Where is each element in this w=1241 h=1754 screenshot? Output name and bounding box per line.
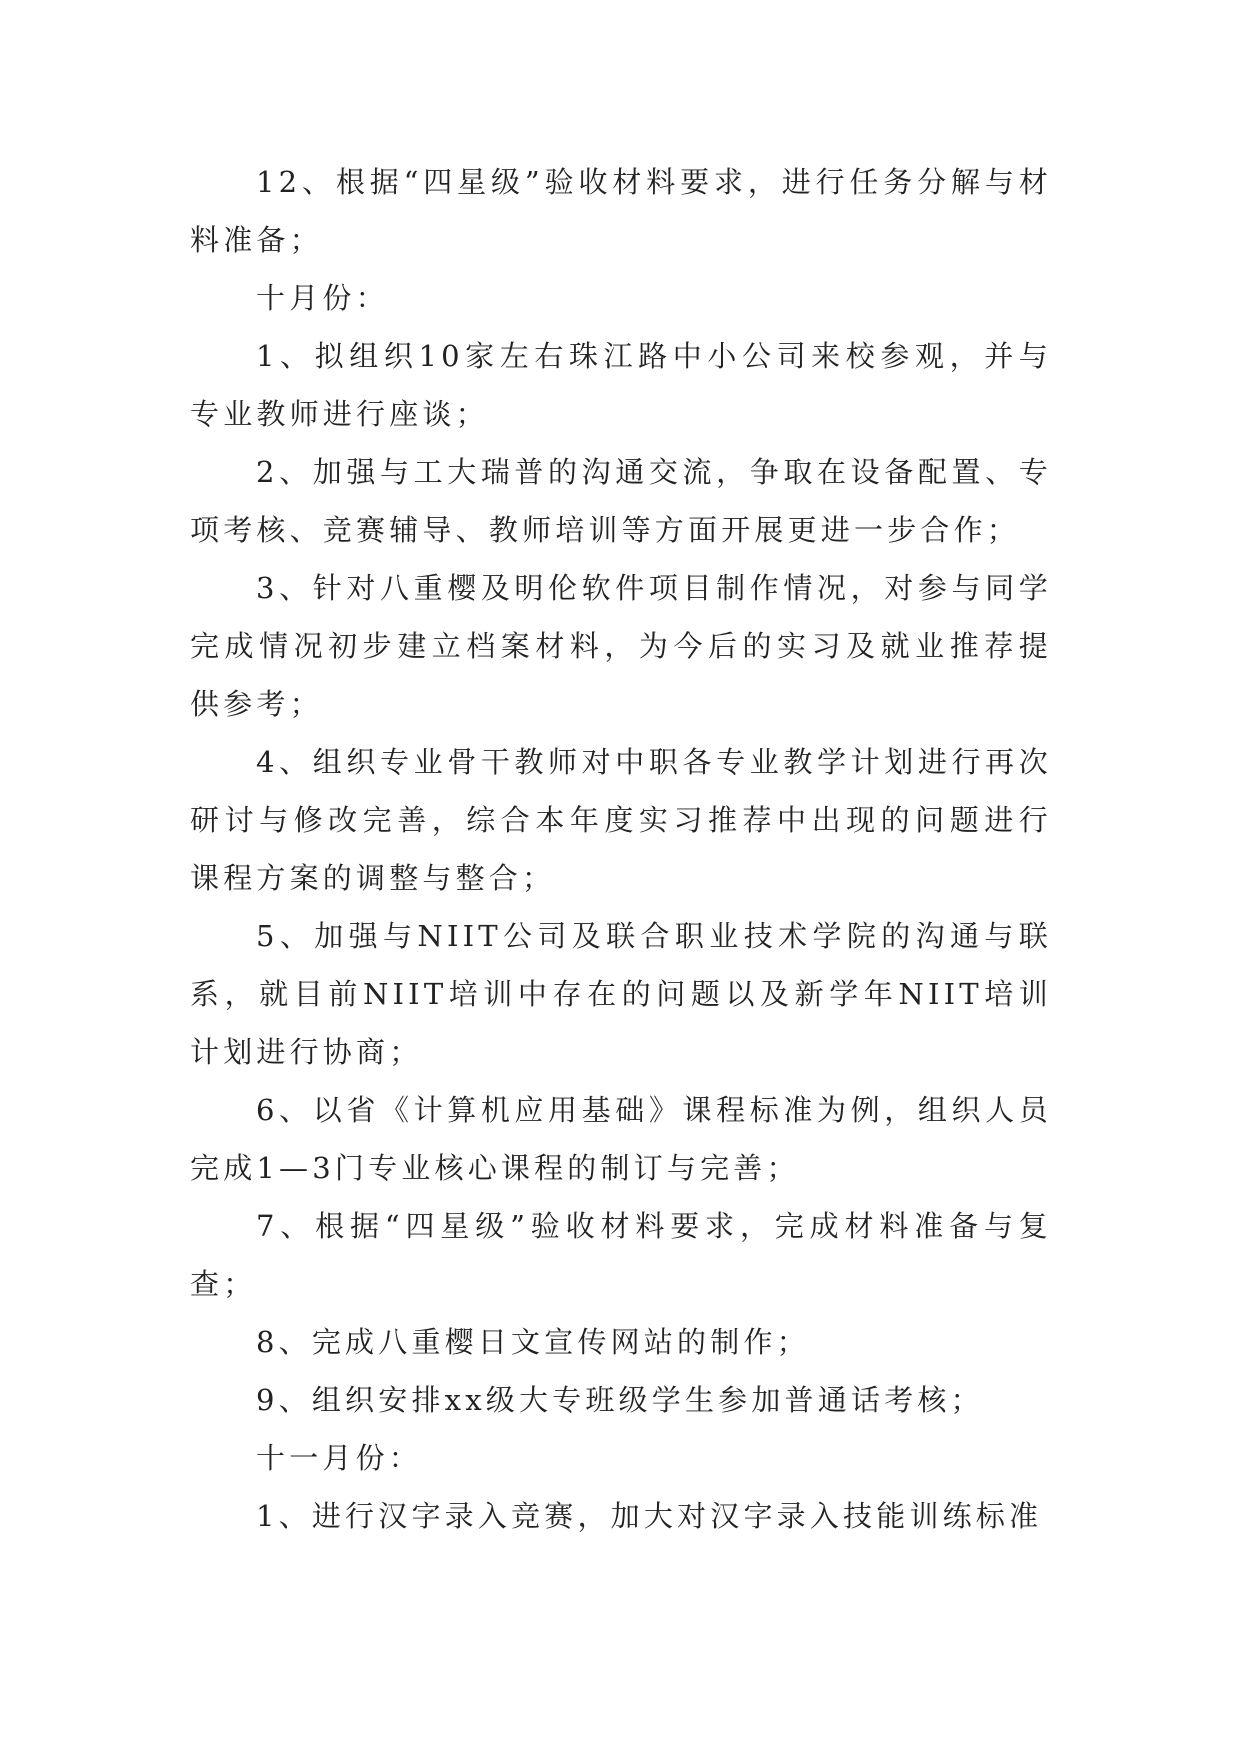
paragraph-item-9: 9、组织安排xx级大专班级学生参加普通话考核； [256,1383,984,1417]
paragraph-item-3: 3、针对八重樱及明伦软件项目制作情况，对参与同学完成情况初步建立档案材料，为今后的实习及就业推荐提供参考； [190,571,1052,721]
paragraph-item-5: 5、加强与NIIT公司及联合职业技术学院的沟通与联系，就目前NIIT培训中存在的问题以及新学年NIIT培训计划进行协商； [190,919,1052,1069]
document-body [190,153,1052,1545]
paragraph-item-7: 7、根据“四星级”验收材料要求，完成材料准备与复查； [190,1209,1052,1301]
paragraph-item-1-november: 1、进行汉字录入竞赛，加大对汉字录入技能训练标准 [256,1499,1043,1533]
section-heading-october: 十月份： [256,281,389,315]
paragraph-item-1: 1、拟组织10家左右珠江路中小公司来校参观，并与专业教师进行座谈； [190,339,1052,431]
paragraph-item-8: 8、完成八重樱日文宣传网站的制作； [256,1325,810,1359]
paragraph-item-12: 12、根据“四星级”验收材料要求，进行任务分解与材料准备； [190,165,1052,257]
paragraph-item-4: 4、组织专业骨干教师对中职各专业教学计划进行再次研讨与修改完善，综合本年度实习推荐中出现的问题进行课程方案的调整与整合； [190,745,1052,895]
paragraph-item-6: 6、以省《计算机应用基础》课程标准为例，组织人员完成1—3门专业核心课程的制订与完善； [190,1093,1052,1185]
paragraph-item-2: 2、加强与工大瑞普的沟通交流，争取在设备配置、专项考核、竞赛辅导、教师培训等方面开展更进一步合作； [190,455,1052,547]
section-heading-november: 十一月份： [256,1441,423,1475]
